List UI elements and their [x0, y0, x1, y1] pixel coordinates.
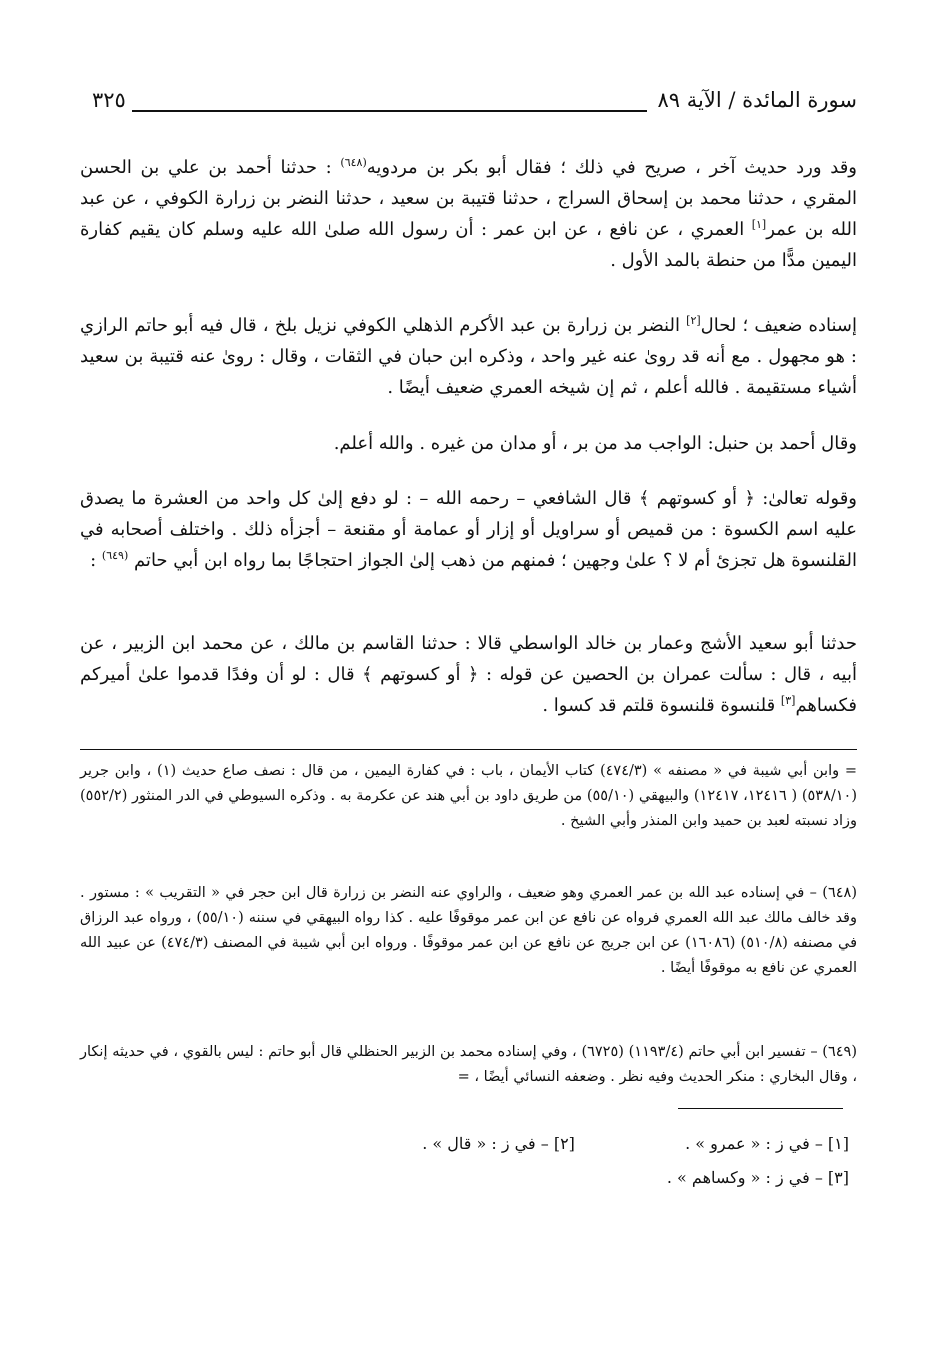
- variant-ref-1: [١]: [751, 218, 767, 231]
- paragraph-imran-hadith: حدثنا أبو سعيد الأشج وعمار بن خالد الواسطي قالا : حدثنا القاسم بن مالك ، عن محمد ابن الزبير ، عن أبيه ، قال : سألت عمران بن الحصين عن قوله : ﴿ أو كسوتهم ﴾ قال : لو أن وفدًا قدموا علىٰ أميركم فكساهم[٣] قلنسوة قلنسوة قلتم قد كسوا .: [80, 633, 857, 716]
- variant-note-2: [٢] – في ز : « قال » .: [422, 1134, 575, 1153]
- header-rule: [132, 110, 647, 112]
- footnote-ref-649: (٦٤٩): [101, 549, 129, 562]
- paragraph-kiswa: وقوله تعالىٰ: ﴿ أو كسوتهم ﴾ قال الشافعي – رحمه الله – : لو دفع إلىٰ كل واحد من العشرة ما يصدق عليه اسم الكسوة : من قميص أو سراويل أو إزار أو عمامة أو مقنعة – أجزأه ذلك . واختلف أصحابه في القلنسوة هل تجزئ أم لا ؟ علىٰ وجهين ؛ فمنهم من ذهب إلىٰ الجواز احتجاجًا بما رواه ابن أبي حاتم $^{(٦٤٩)}$ :: [80, 488, 857, 571]
- footnote-continued: = وابن أبي شيبة في « مصنفه » (٤٧٤/٣) كتاب الأيمان ، باب : في كفارة اليمين ، من قال : نصف صاع حديث (١) ، وابن جرير (٥٣٨/١٠) ( ١٢٤١٦، ١٢٤١٧) والبيهقي (٥٥/١٠) من طريق داود بن أبي هند عن عكرمة به . وذكره السيوطي في الدر المنثور (٥٥٢/٢) وزاد نسبته لعبد بن حميد وابن المنذر وأبي الشيخ .: [80, 763, 857, 829]
- variant-note-3: [٣] – في ز : « وكساهم » .: [666, 1168, 849, 1187]
- variant-notes-row-1: [422, 1130, 849, 1158]
- paragraph-hadith-ibn-mardawayh: وقد ورد حديث آخر ، صريح في ذلك ؛ فقال أبو بكر بن مردويه$^{(٦٤٨)}$ : حدثنا أحمد بن علي بن الحسن المقري ، حدثنا محمد بن إسحاق السراج ، حدثنا قتيبة بن سعيد ، حدثنا النضر بن زرارة الكوفي ، عن عبد الله بن عمر[١] العمري ، عن نافع ، عن ابن عمر : أن رسول الله صلىٰ الله عليه وسلم كان يقيم كفارة اليمين مدًّا من حنطة بالمد الأول .: [80, 156, 857, 271]
- footnote-648: (٦٤٨) – في إسناده عبد الله بن عمر العمري وهو ضعيف ، والراوي عنه النضر بن زرارة قال ابن حجر في « التقريب » : مستور . وقد خالف مالك عبد الله العمري فرواه عن نافع عن ابن عمر موقوفًا عليه . كذا رواه البيهقي في سننه (٥٥/١٠) ، ورواه عبد الرزاق في مصنفه (٥١٠/٨) (١٦٠٨٦) عن ابن جريج عن نافع عن ابن عمر موقوفًا . ورواه ابن أبي شيبة في المصنف (٤٧٤/٣) عن عبيد الله العمري عن نافع به موقوفًا أيضًا .: [80, 885, 857, 976]
- paragraph-ahmad-ibn-hanbal: وقال أحمد بن حنبل: الواجب مد من بر ، أو مدان من غيره . والله أعلم.: [333, 433, 857, 454]
- footnote-ref-648: (٦٤٨): [340, 156, 367, 169]
- variant-ref-3: [٣]: [780, 694, 796, 707]
- surah-title: سورة المائدة / الآية ٨٩: [657, 88, 857, 112]
- footnote-divider: [80, 749, 857, 750]
- variants-divider: [678, 1108, 843, 1109]
- variant-notes-row-2: [667, 1164, 849, 1192]
- running-header: [92, 88, 857, 120]
- page-number: ٣٢٥: [92, 88, 126, 112]
- paragraph-isnad-weak: إسناده ضعيف ؛ لحال[٢] النضر بن زرارة بن عبد الأكرم الذهلي الكوفي نزيل بلخ ، قال فيه أبو حاتم الرازي : هو مجهول . مع أنه قد روىٰ عنه غير واحد ، وذكره ابن حبان في الثقات ، وقال : روىٰ عنه قتيبة بن سعيد أشياء مستقيمة . فالله أعلم ، ثم إن شيخه العمري ضعيف أيضًا .: [80, 314, 857, 398]
- variant-ref-2: [٢]: [686, 314, 701, 327]
- footnote-649: (٦٤٩) – تفسير ابن أبي حاتم (١١٩٣/٤) (٦٧٢٥) ، وفي إسناده محمد بن الزبير الحنظلي قال أبو حاتم : ليس بالقوي ، في حديثه إنكار ، وقال البخاري : منكر الحديث وفيه نظر . وضعفه النسائي أيضًا ، =: [80, 1044, 857, 1085]
- variant-note-1: [١] – في ز : « عمرو » .: [685, 1134, 849, 1153]
